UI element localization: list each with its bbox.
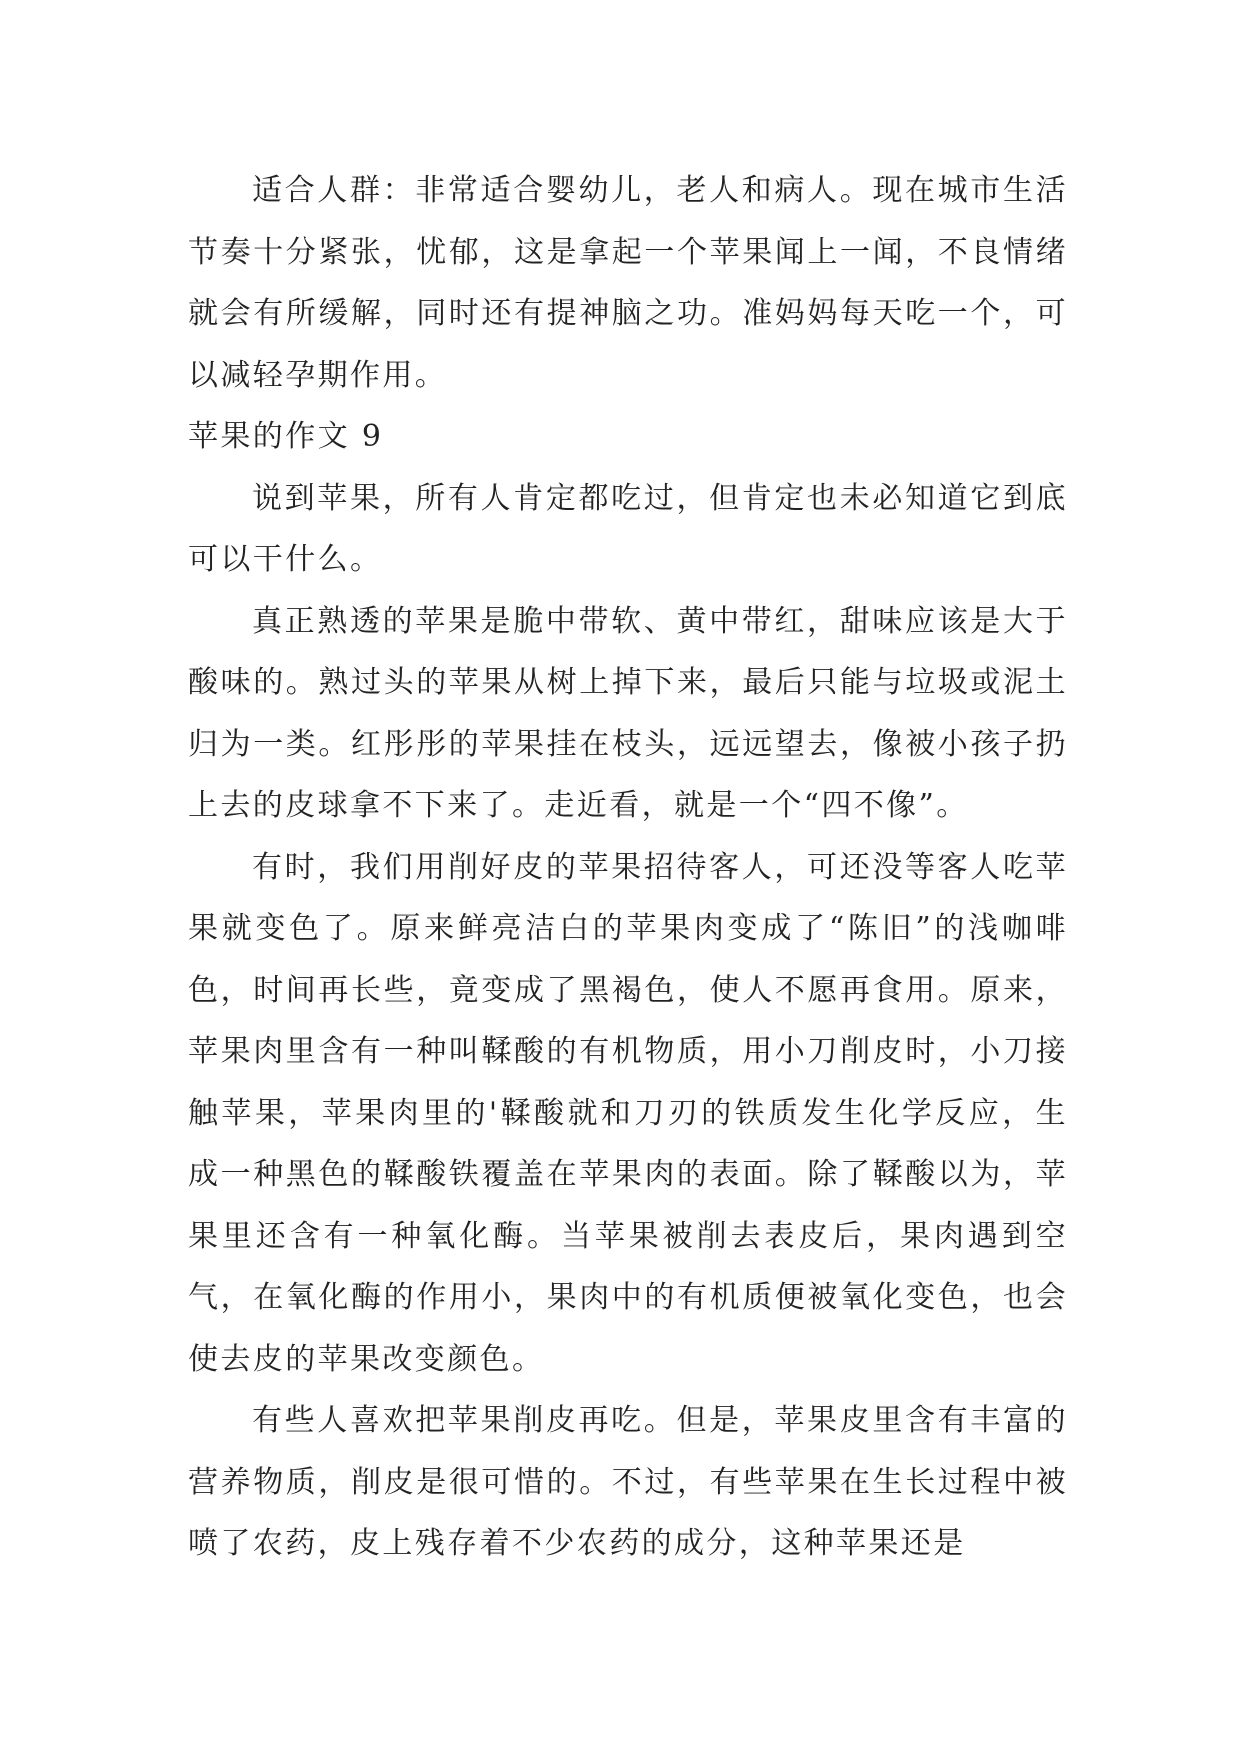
paragraph-peeling: 有些人喜欢把苹果削皮再吃。但是，苹果皮里含有丰富的营养物质，削皮是很可惜的。不过，有些苹果在生长过程中被喷了农药，皮上残存着不少农药的成分，这种苹果还是: [188, 1403, 1068, 1561]
paragraph-discoloration: 有时，我们用削好皮的苹果招待客人，可还没等客人吃苹果就变色了。原来鲜亮洁白的苹果肉变成了“陈旧”的浅咖啡色，时间再长些，竟变成了黑褐色，使人不愿再食用。原来，苹果肉里含有一种叫鞣酸的有机物质，用小刀削皮时，小刀接触苹果，苹果肉里的'鞣酸就和刀刃的铁质发生化学反应，生成一种黑色的鞣酸铁覆盖在苹果肉的表面。除了鞣酸以为，苹果里还含有一种氧化酶。当苹果被削去表皮后，果肉遇到空气，在氧化酶的作用小，果肉中的有机质便被氧化变色，也会使去皮的苹果改变颜色。: [188, 849, 1068, 1377]
paragraph-intro: 说到苹果，所有人肯定都吃过，但肯定也未必知道它到底可以干什么。: [188, 480, 1068, 577]
paragraph-ripe-apple: 真正熟透的苹果是脆中带软、黄中带红，甜味应该是大于酸味的。熟过头的苹果从树上掉下来，最后只能与垃圾或泥土归为一类。红彤彤的苹果挂在枝头，远远望去，像被小孩子扔上去的皮球拿不下来了。走近看，就是一个“四不像”。: [188, 603, 1068, 823]
document-body: [188, 160, 1068, 1575]
section-heading: 苹果的作文 9: [188, 419, 384, 454]
paragraph-suitable-people: 适合人群：非常适合婴幼儿，老人和病人。现在城市生活节奏十分紧张，忧郁，这是拿起一个苹果闻上一闻，不良情绪就会有所缓解，同时还有提神脑之功。准妈妈每天吃一个，可以减轻孕期作用。: [188, 173, 1068, 393]
